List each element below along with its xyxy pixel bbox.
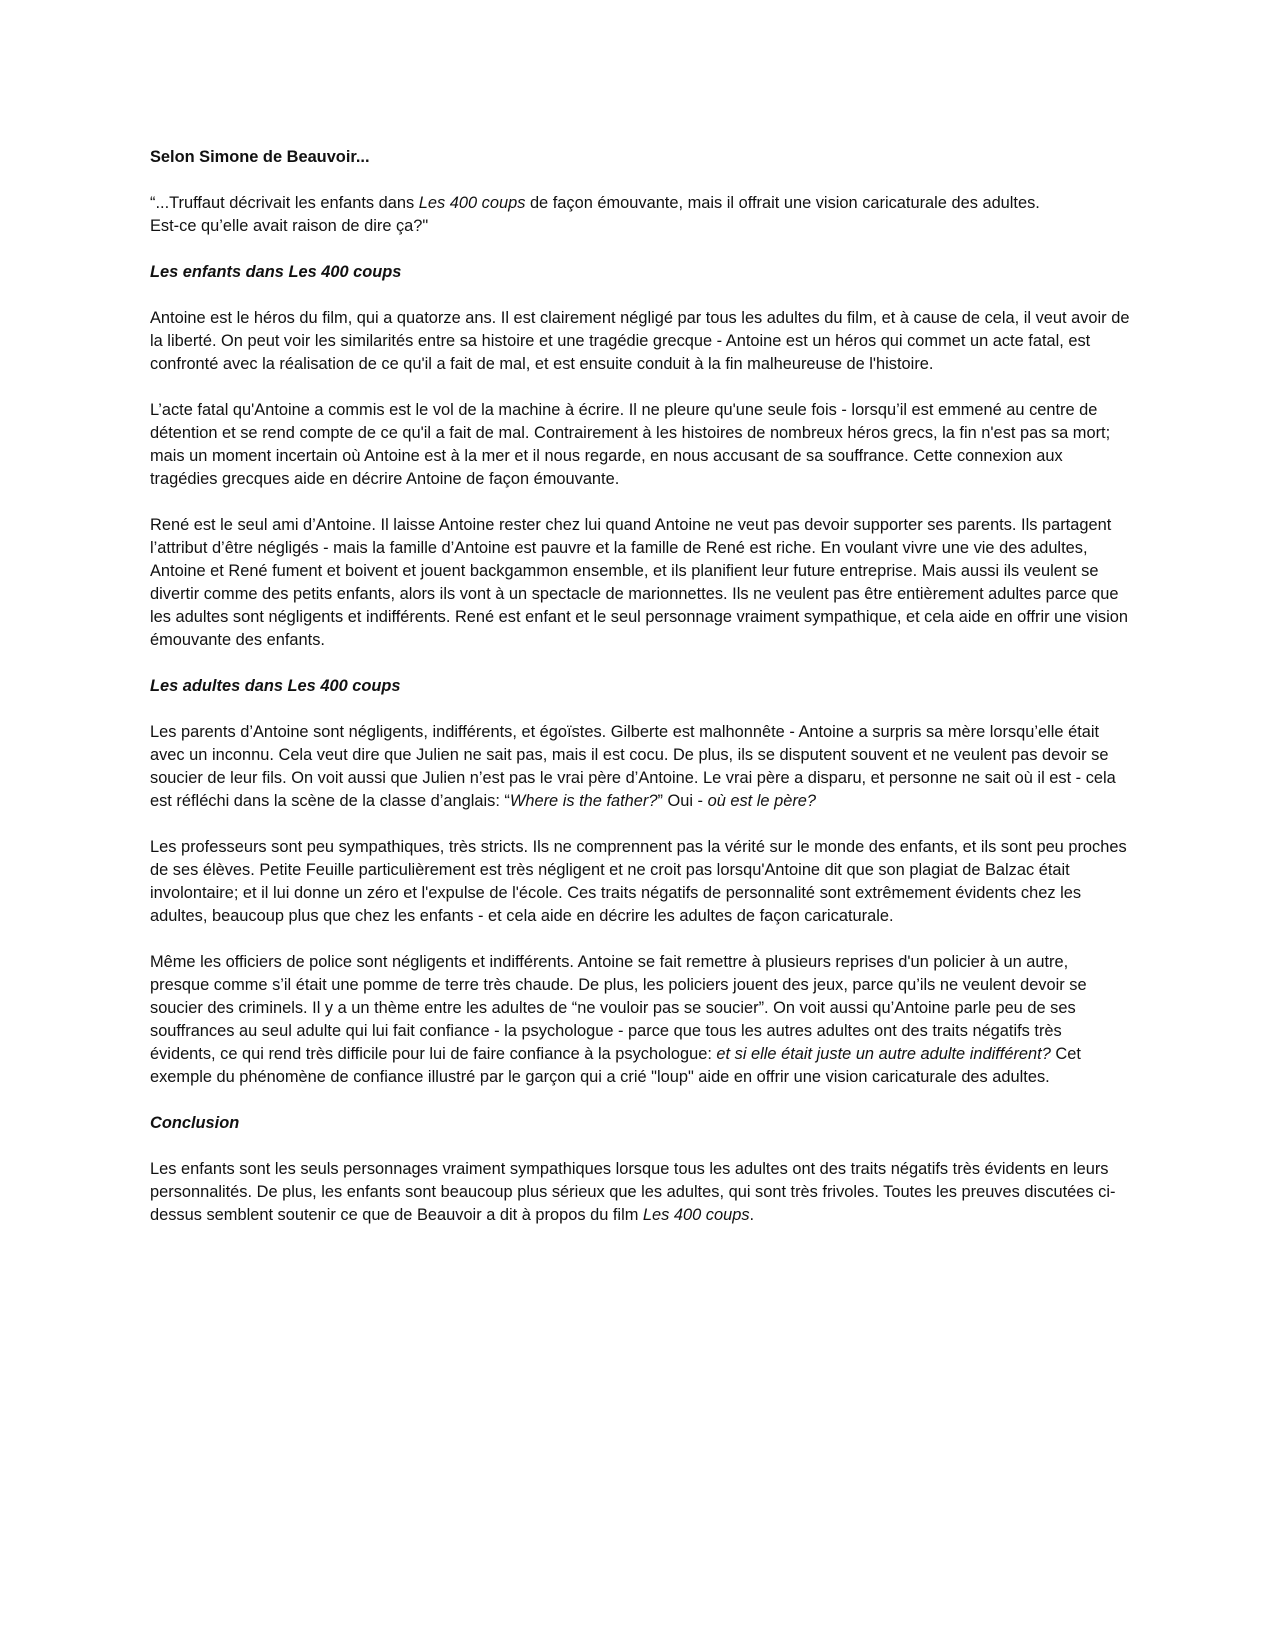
paragraph: Les professeurs sont peu sympathiques, très stricts. Ils ne comprennent pas la vérité sur le monde des enfants, et ils sont peu proches de ses élèves. Petite Feuille particulièrement est très négligent et ne croit pas lorsqu'Antoine dit que son plagiat de Balzac était involontaire; et il lui donne un zéro et l'expulse de l'école. Ces traits négatifs de personnalité sont extrêmement évidents chez les adultes, beaucoup plus que chez les enfants - et cela aide en décrire les adultes de façon caricaturale.: [150, 838, 1127, 925]
film-title: Les 400 coups: [418, 194, 526, 212]
quote-line-2: Est-ce qu’elle avait raison de dire ça?": [150, 217, 429, 235]
quote-text: “...Truffaut décrivait les enfants dans: [150, 194, 419, 212]
section-heading-conclusion: Conclusion: [150, 1114, 240, 1132]
film-title: Les 400 coups: [642, 1206, 750, 1224]
section-heading-children: Les enfants dans Les 400 coups: [150, 263, 402, 281]
quoted-french: où est le père?: [707, 792, 817, 810]
paragraph-text: .: [749, 1206, 755, 1224]
paragraph-text: ” Oui -: [657, 792, 708, 810]
paragraph: Antoine est le héros du film, qui a quatorze ans. Il est clairement négligé par tous les adultes du film, et à cause de cela, il veut avoir de la liberté. On peut voir les similarités entre sa histoire et une tragédie grecque - Antoine est un héros qui commet un acte fatal, est confronté avec la réalisation de ce qu'il a fait de mal, et est ensuite conduit à la fin malheureuse de l'histoire.: [150, 309, 1130, 373]
paragraph: [150, 951, 1130, 1089]
paragraph-text: Cet exemple du phénomène de confiance illustré par le garçon qui a crié "loup" aide en offrir une vision caricaturale des adultes.: [150, 1045, 1081, 1086]
paragraph: [150, 721, 1130, 813]
paragraph-text: Les enfants sont les seuls personnages vraiment sympathiques lorsque tous les adultes ont des traits négatifs très évidents en leurs personnalités. De plus, les enfants sont beaucoup plus sérieux que les adultes, qui sont très frivoles. Toutes les preuves discutées ci-dessus semblent soutenir ce que de Beauvoir a dit à propos du film: [150, 1160, 1116, 1224]
quoted-english: Where is the father?: [509, 792, 658, 810]
paragraph: [150, 1158, 1130, 1227]
quote-text: de façon émouvante, mais il offrait une vision caricaturale des adultes.: [525, 194, 1040, 212]
paragraph-text: Les parents d’Antoine sont négligents, indifférents, et égoïstes. Gilberte est malhonnête - Antoine a surpris sa mère lorsqu’elle était avec un inconnu. Cela veut dire que Julien ne sait pas, mais il est cocu. De plus, ils se disputent souvent et ne veulent pas devoir se soucier de leur fils. On voit aussi que Julien n’est pas le vrai père d’Antoine. Le vrai père a disparu, et personne ne sait où il est - cela est réfléchi dans la scène de la classe d’anglais: “: [150, 723, 1116, 810]
paragraph-text: Même les officiers de police sont négligents et indifférents. Antoine se fait remettre à plusieurs reprises d'un policier à un autre, presque comme s’il était une pomme de terre très chaude. De plus, les policiers jouent des jeux, parce qu’ils ne veulent devoir se soucier des criminels. Il y a un thème entre les adultes de “ne vouloir pas se soucier”. On voit aussi qu’Antoine parle peu de ses souffrances au seul adulte qui lui fait confiance - la psychologue - parce que tous les autres adultes ont des traits négatifs très évidents, ce qui rend très difficile pour lui de faire confiance à la psychologue:: [150, 953, 1087, 1063]
paragraph: René est le seul ami d’Antoine. Il laisse Antoine rester chez lui quand Antoine ne veut pas devoir supporter ses parents. Ils partagent l’attribut d’être négligés - mais la famille d’Antoine est pauvre et la famille de René est riche. En voulant vivre une vie des adultes, Antoine et René fument et boivent et jouent backgammon ensemble, et ils planifient leur future entreprise. Mais aussi ils veulent se divertir comme des petits enfants, alors ils vont à un spectacle de marionnettes. Ils ne veulent pas être entièrement adultes parce que les adultes sont négligents et indifférents. René est enfant et le seul personnage vraiment sympathique, et cela aide en offrir une vision émouvante des enfants.: [150, 516, 1128, 649]
paragraph: L’acte fatal qu'Antoine a commis est le vol de la machine à écrire. Il ne pleure qu'une seule fois - lorsqu’il est emmené au centre de détention et se rend compte de ce qu'il a fait de mal. Contrairement à les histoires de nombreux héros grecs, la fin n'est pas sa mort; mais un moment incertain où Antoine est à la mer et il nous regarde, en nous accusant de sa souffrance. Cette connexion aux tragédies grecques aide en décrire Antoine de façon émouvante.: [150, 401, 1111, 488]
document-page: [150, 146, 1130, 1250]
rhetorical-question: et si elle était juste un autre adulte indifférent?: [716, 1045, 1051, 1063]
section-heading-adults: Les adultes dans Les 400 coups: [150, 677, 401, 695]
intro-quote: [150, 192, 1130, 238]
document-title: Selon Simone de Beauvoir...: [150, 148, 370, 166]
quote-line-1: [150, 192, 1130, 215]
